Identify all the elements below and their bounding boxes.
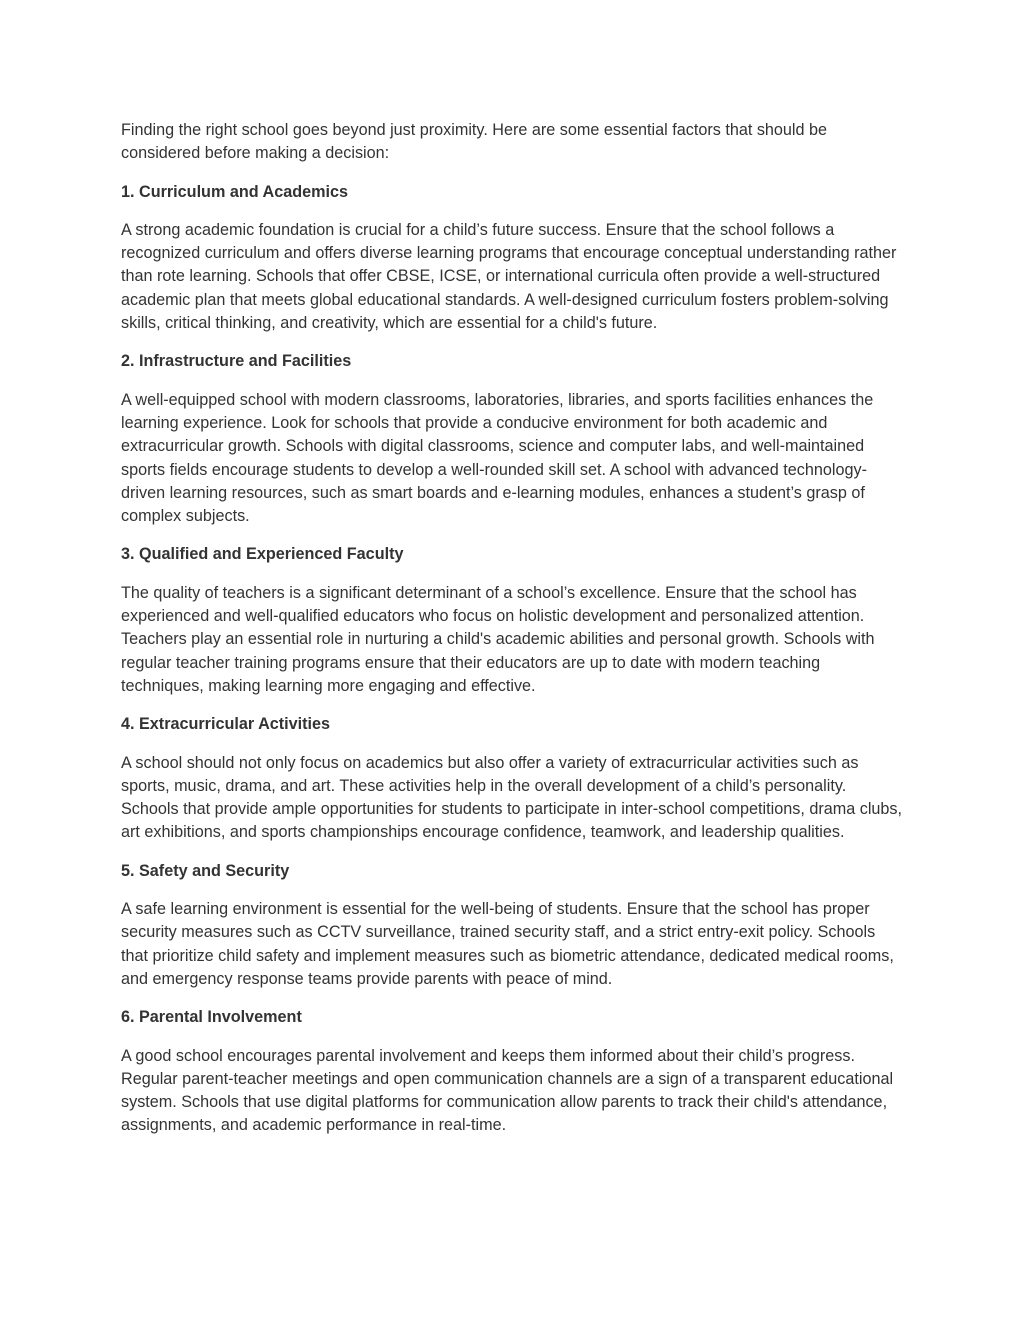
section-infrastructure	[121, 350, 905, 528]
section-faculty	[121, 543, 905, 698]
section-body: A school should not only focus on academics but also offer a variety of extracurricular activities such as sports, music, drama, and art. These activities help in the overall development of a child’s personality. Schools that provide ample opportunities for students to participate in inter-school competitions, drama clubs, art exhibitions, and sports championships encourage confidence, teamwork, and leadership qualities.	[121, 753, 903, 842]
section-heading: 5. Safety and Security	[121, 861, 290, 880]
section-heading: 2. Infrastructure and Facilities	[121, 352, 352, 371]
section-parental	[121, 1006, 905, 1137]
section-safety	[121, 860, 905, 991]
section-heading: 4. Extracurricular Activities	[121, 715, 331, 734]
section-heading: 3. Qualified and Experienced Faculty	[121, 545, 404, 564]
section-heading: 6. Parental Involvement	[121, 1008, 302, 1027]
section-body: A safe learning environment is essential for the well-being of students. Ensure that the school has proper security measures such as CCTV surveillance, trained security staff, and a strict entry-exit policy. Schools that prioritize child safety and implement measures such as biometric attendance, dedicated medical rooms, and emergency response teams provide parents with peace of mind.	[121, 900, 894, 988]
section-extracurricular	[121, 713, 905, 844]
section-body: The quality of teachers is a significant determinant of a school’s excellence. Ensure that the school has experienced and well-qualified educators who focus on holistic development and personalized attention. Teachers play an essential role in nurturing a child's academic abilities and personal growth. Schools with regular teacher training programs ensure that their educators are up to date with modern teaching techniques, making learning more engaging and effective.	[121, 583, 875, 695]
section-body: A good school encourages parental involvement and keeps them informed about their child’s progress. Regular parent-teacher meetings and open communication channels are a sign of a transparent educational system. Schools that use digital platforms for communication allow parents to track their child's attendance, assignments, and academic performance in real-time.	[121, 1046, 894, 1135]
section-curriculum	[121, 181, 905, 336]
document-page	[121, 119, 905, 1153]
section-heading: 1. Curriculum and Academics	[121, 182, 348, 201]
intro-paragraph: Finding the right school goes beyond just proximity. Here are some essential factors that should be considered before making a decision:	[121, 121, 828, 163]
section-body: A strong academic foundation is crucial for a child’s future success. Ensure that the school follows a recognized curriculum and offers diverse learning programs that encourage conceptual understanding rather than rote learning. Schools that offer CBSE, ICSE, or international curricula often provide a well-structured academic plan that meets global educational standards. A well-designed curriculum fosters problem-solving skills, critical thinking, and creativity, which are essential for a child's future.	[121, 220, 897, 333]
section-body: A well-equipped school with modern classrooms, laboratories, libraries, and sports facilities enhances the learning experience. Look for schools that provide a conducive environment for both academic and extracurricular growth. Schools with digital classrooms, science and computer labs, and well-maintained sports fields encourage students to develop a well-rounded skill set. A school with advanced technology-driven learning resources, such as smart boards and e-learning modules, enhances a student’s grasp of complex subjects.	[121, 390, 874, 526]
